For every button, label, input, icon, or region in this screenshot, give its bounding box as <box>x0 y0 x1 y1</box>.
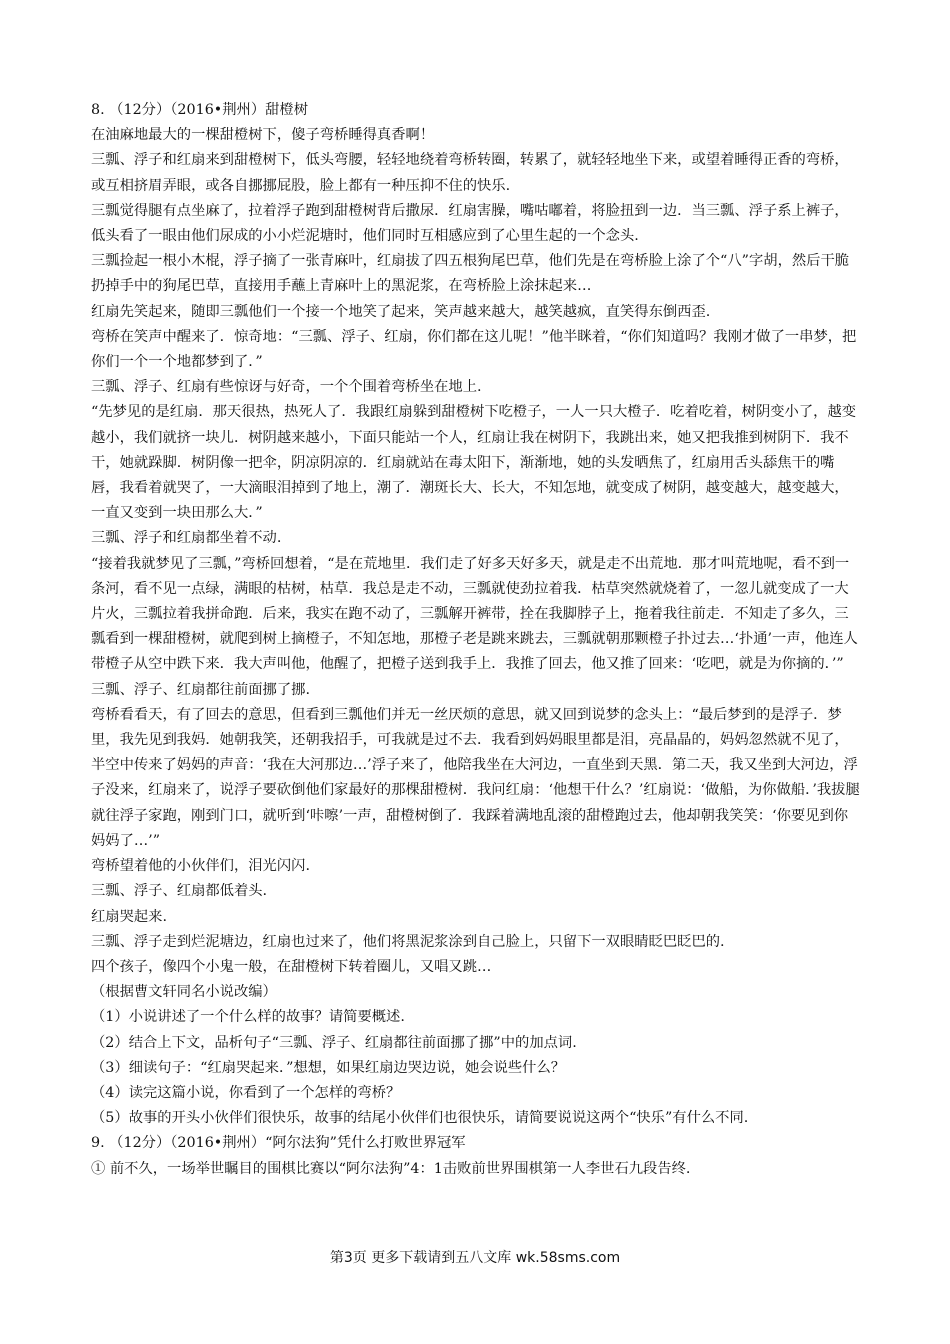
story-paragraph: 弯桥看看天，有了回去的意思，但看到三瓢他们并无一丝厌烦的意思，就又回到说梦的念头上：“最后梦到的是浮子．梦里，我先见到我妈．她朝我笑，还朝我招手，可我就是过不去．我看到妈妈眼里都是泪，亮晶晶的，妈妈忽然就不见了，半空中传来了妈妈的声音：‘我在大河那边…’浮子来了，他陪我坐在大河边，一直坐到天黑．第二天，我又坐到大河边，浮子没来，红扇来了，说浮子要砍倒他们家最好的那棵甜橙树．我问红扇：‘他想干什么？’红扇说：‘做船，为你做船．’我拔腿就往浮子家跑，刚到门口，就听到‘咔嚓’一声，甜橙树倒了．我踩着满地乱滚的甜橙跑过去，他却朝我笑笑：‘你要见到你妈妈了…’” <box>91 706 860 849</box>
story-paragraph: 弯桥望着他的小伙伴们，泪光闪闪. <box>91 858 310 875</box>
question-8-header: 8. （12分）（2016•荆州）甜橙树 <box>91 102 309 118</box>
story-paragraph: 三瓢、浮子走到烂泥塘边，红扇也过来了，他们将黑泥浆涂到自己脸上，只留下一双眼睛眨巴眨巴的. <box>91 933 725 950</box>
story-paragraph: 三瓢觉得腿有点坐麻了，拉着浮子跑到甜橙树背后撒尿．红扇害臊，嘴咕嘟着，将脸扭到一边．当三瓢、浮子系上裤子，低头看了一眼由他们尿成的小小烂泥塘时，他们同时互相感应到了心里生起的一个念头. <box>91 202 849 245</box>
story-paragraph: 弯桥在笑声中醒来了．惊奇地：“三瓢、浮子、红扇，你们都在这儿呢！”他半眯着，“你们知道吗？我刚才做了一串梦，把你们一个一个地都梦到了．” <box>91 328 857 371</box>
story-paragraph: 三瓢、浮子和红扇来到甜橙树下，低头弯腰，轻轻地绕着弯桥转圈，转累了，就轻轻地坐下来，或望着睡得正香的弯桥，或互相挤眉弄眼，或各自挪挪屁股，脸上都有一种压抑不住的快乐. <box>91 152 849 194</box>
story-paragraph: 三瓢、浮子、红扇有些惊讶与好奇，一个个围着弯桥坐在地上. <box>91 379 482 396</box>
sub-question: （1）小说讲述了一个什么样的故事？请简要概述. <box>91 1009 405 1026</box>
story-paragraph: 红扇先笑起来，随即三瓢他们一个接一个地笑了起来，笑声越来越大，越笑越疯，直笑得东倒西歪. <box>91 303 711 320</box>
story-paragraph: 三瓢、浮子和红扇都坐着不动. <box>91 530 282 547</box>
story-paragraph: “先梦见的是红扇．那天很热，热死人了．我跟红扇躲到甜橙树下吃橙子，一人一只大橙子．吃着吃着，树阴变小了，越变越小，我们就挤一块儿．树阴越来越小，下面只能站一个人，红扇让我在树阴下，我跳出来，她又把我推到树阴下．我不干，她就跺脚．树阴像一把伞，阴凉阴凉的．红扇就站在毒太阳下，渐渐地，她的头发晒焦了，红扇用舌头舔焦干的嘴唇，我看着就哭了，一大滴眼泪掉到了地上，潮了．潮斑长大、长大，不知怎地，就变成了树阴，越变越大，越变越大，一直又变到一块田那么大．” <box>91 404 857 522</box>
story-paragraph: 三瓢、浮子、红扇都往前面挪了挪. <box>91 681 310 698</box>
page-footer: 第3页 更多下载请到五八文库 wk.58sms.com <box>329 1250 621 1266</box>
document-body <box>91 98 861 1182</box>
story-paragraph: 三瓢、浮子、红扇都低着头. <box>91 883 268 900</box>
story-paragraph: 在油麻地最大的一棵甜橙树下，傻子弯桥睡得真香啊！ <box>91 127 435 144</box>
question-9-header: 9. （12分）（2016•荆州）“阿尔法狗”凭什么打败世界冠军 <box>91 1135 466 1152</box>
article-paragraph: ① 前不久，一场举世瞩目的围棋比赛以“阿尔法狗”4：1击败前世界围棋第一人李世石九段告终. <box>91 1160 691 1177</box>
story-paragraph: 红扇哭起来. <box>91 908 168 925</box>
story-paragraph: 三瓢捡起一根小木棍，浮子摘了一张青麻叶，红扇拔了四五根狗尾巴草，他们先是在弯桥脸上涂了个“八”字胡，然后干脆扔掉手中的狗尾巴草，直接用手蘸上青麻叶上的黑泥浆，在弯桥脸上涂抹起来… <box>91 253 850 295</box>
sub-question: （2）结合上下文，品析句子“三瓢、浮子、红扇都往前面挪了挪”中的加点词. <box>91 1034 577 1051</box>
sub-question: （5）故事的开头小伙伴们很快乐，故事的结尾小伙伴们也很快乐，请简要说说这两个“快乐”有什么不同. <box>91 1110 749 1127</box>
story-paragraph: “接着我就梦见了三瓢，”弯桥回想着，“是在荒地里．我们走了好多天好多天，就是走不出荒地．那才叫荒地呢，看不到一条河，看不见一点绿，满眼的枯树，枯草．我总是走不动，三瓢就使劲拉着我．枯草突然就烧着了，一忽儿就变成了一大片火，三瓢拉着我拼命跑．后来，我实在跑不动了，三瓢解开裤带，拴在我脚脖子上，拖着我往前走．不知走了多久，三瓢看到一棵甜橙树，就爬到树上摘橙子，不知怎地，那橙子老是跳来跳去，三瓢就朝那颗橙子扑过去…‘扑通’一声，他连人带橙子从空中跌下来．我大声叫他，他醒了，把橙子送到我手上．我推了回去，他又推了回来：‘吃吧，就是为你摘的．’” <box>91 555 858 673</box>
sub-question: （3）细读句子：“红扇哭起来．”想想，如果红扇边哭边说，她会说些什么？ <box>91 1059 566 1076</box>
sub-question: （4）读完这篇小说，你看到了一个怎样的弯桥？ <box>91 1084 401 1101</box>
story-paragraph: 四个孩子，像四个小鬼一般，在甜橙树下转着圈儿，又唱又跳… <box>91 958 492 975</box>
story-source-note: （根据曹文轩同名小说改编） <box>91 984 277 1001</box>
